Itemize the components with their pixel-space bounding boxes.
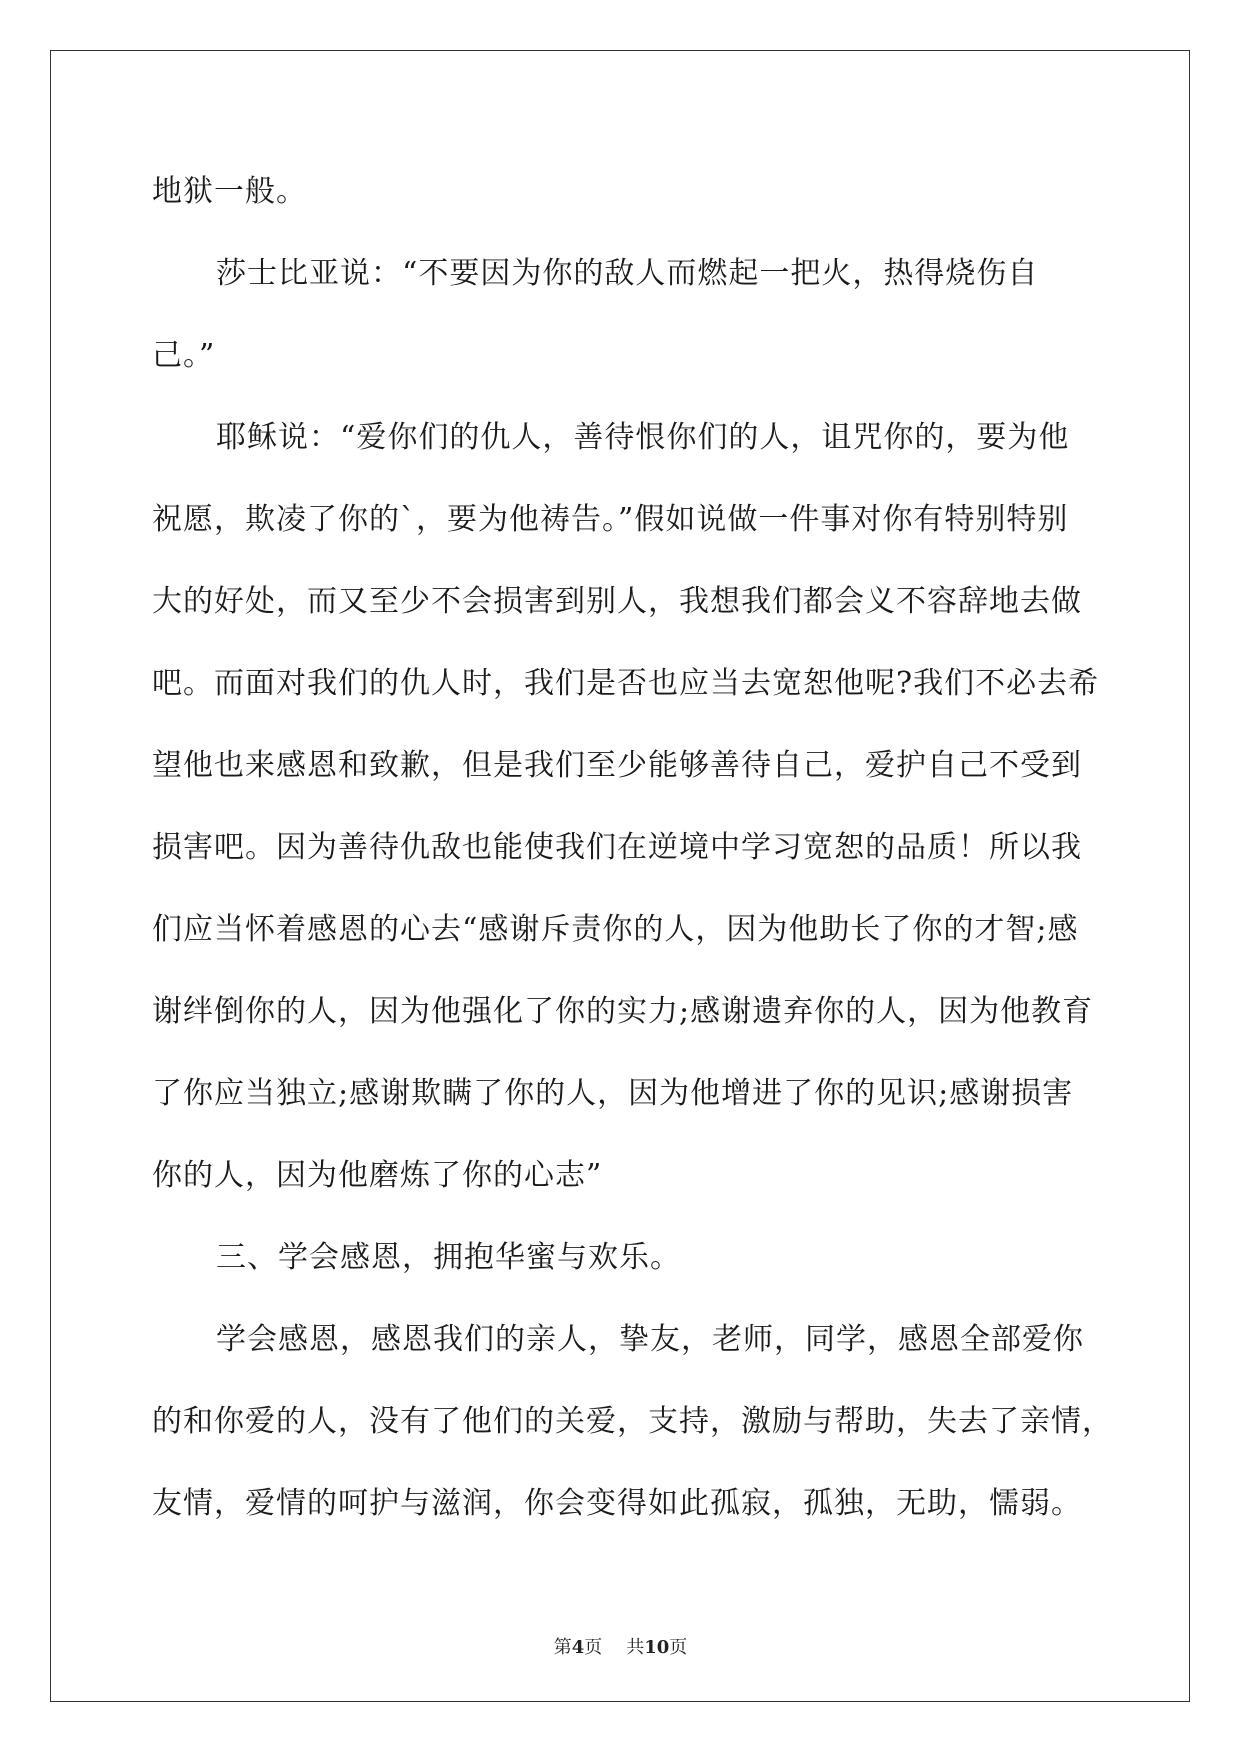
text-line: 祝愿，欺凌了你的`，要为他祷告。”假如说做一件事对你有特别特别: [152, 502, 1069, 537]
text-line: 三、学会感恩，拥抱华蜜与欢乐。: [216, 1240, 681, 1275]
total-suffix: 页: [669, 1637, 688, 1658]
document-body: [152, 162, 1113, 1556]
text-line: 友情，爱情的呵护与滋润，你会变得如此孤寂，孤独，无助，懦弱。: [152, 1486, 1082, 1521]
text-line: 了你应当独立;感谢欺瞒了你的人，因为他增进了你的见识;感谢损害: [152, 1076, 1074, 1111]
page-number: 4: [571, 1637, 585, 1658]
text-line: 们应当怀着感恩的心去“感谢斥责你的人，因为他助长了你的才智;感: [152, 912, 1079, 947]
page-footer: [0, 1633, 1241, 1659]
text-line: 损害吧。因为善待仇敌也能使我们在逆境中学习宽恕的品质！所以我: [152, 830, 1082, 865]
text-line: 己。”: [152, 338, 216, 373]
text-line: 谢绊倒你的人，因为他强化了你的实力;感谢遗弃你的人，因为他教育: [152, 994, 1094, 1029]
text-line: 学会感恩，感恩我们的亲人，挚友，老师，同学，感恩全部爱你: [216, 1322, 1084, 1357]
text-line: 的和你爱的人，没有了他们的关爱，支持，激励与帮助，失去了亲情，: [152, 1404, 1113, 1439]
text-line: 你的人，因为他磨炼了你的心志”: [152, 1158, 603, 1193]
text-line: 吧。而面对我们的仇人时，我们是否也应当去宽恕他呢?我们不必去希: [152, 666, 1100, 701]
text-line: 地狱一般。: [152, 174, 307, 209]
text-line: 耶稣说：“爱你们的仇人，善待恨你们的人，诅咒你的，要为他: [216, 420, 1070, 455]
text-line: 大的好处，而又至少不会损害到别人，我想我们都会义不容辞地去做: [152, 584, 1082, 619]
page-prefix: 第: [553, 1637, 572, 1658]
total-prefix: 共: [626, 1637, 645, 1658]
text-line: 莎士比亚说：“不要因为你的敌人而燃起一把火，热得烧伤自: [216, 256, 1039, 291]
total-pages: 10: [644, 1637, 670, 1658]
page-suffix: 页: [584, 1637, 603, 1658]
text-line: 望他也来感恩和致歉，但是我们至少能够善待自己，爱护自己不受到: [152, 748, 1082, 783]
